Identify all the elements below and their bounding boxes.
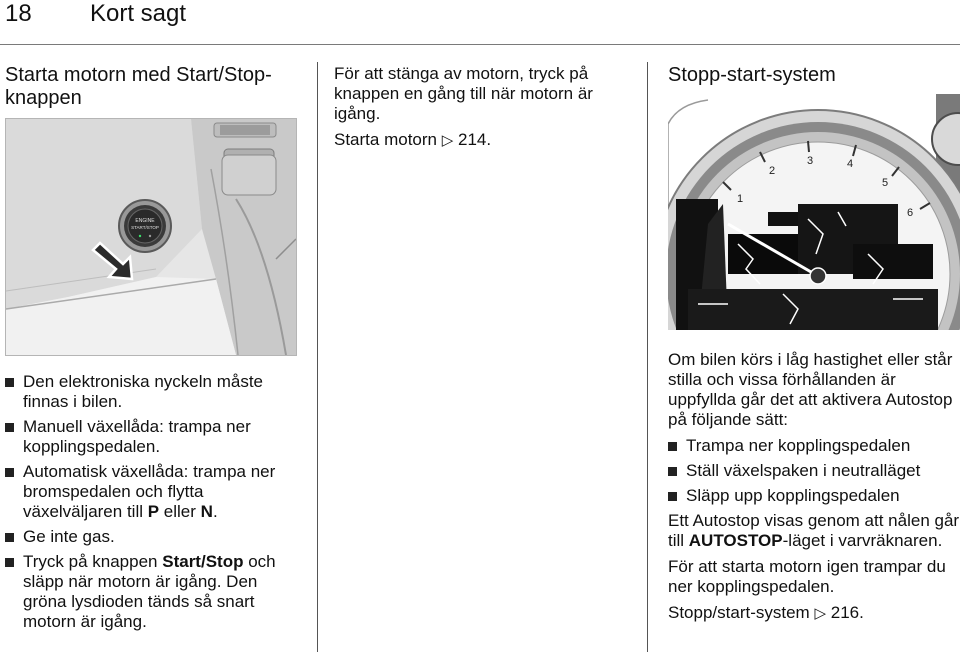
- page-number: 18: [5, 0, 32, 27]
- page-header: [0, 0, 960, 44]
- tachometer-illustration: [668, 94, 960, 330]
- dashboard-illustration: [6, 119, 296, 355]
- list-item: Tryck på knappen Start/Stop och släpp när motorn är igång. Den gröna lysdioden tänds så snart motorn är igång.: [5, 552, 305, 632]
- list-item: Ge inte gas.: [5, 527, 305, 547]
- left-heading: Starta motorn med Start/Stop-knappen: [5, 64, 272, 109]
- stop-engine-paragraph: För att stänga av motorn, tryck på knappen en gång till när motorn är igång.: [334, 64, 593, 123]
- cross-reference[interactable]: Stopp/start-system ▷ 216.: [668, 603, 864, 622]
- cross-reference[interactable]: Starta motorn ▷ 214.: [334, 130, 492, 149]
- start-stop-label: START/STOP: [131, 225, 159, 230]
- start-button-illustration: [5, 118, 297, 356]
- gauge-number: 6: [906, 207, 914, 219]
- tachometer-svg: [668, 94, 960, 330]
- section-title: Kort sagt: [90, 0, 187, 27]
- left-instructions: [5, 372, 305, 637]
- autostop-intro: Om bilen körs i låg hastighet eller står stilla och vissa förhållanden är uppfyllda går det att aktivera Autostop på följande sätt:: [668, 350, 953, 429]
- gauge-number: 2: [768, 165, 776, 177]
- list-item: Automatisk växellåda: trampa ner bromspedalen och flytta växelväljaren till P eller N.: [5, 462, 305, 522]
- ref-arrow-icon: ▷: [814, 605, 826, 622]
- engine-label: ENGINE: [135, 218, 155, 224]
- ref-arrow-icon: ▷: [441, 132, 454, 149]
- column-divider-right: [647, 62, 648, 652]
- gauge-number: 5: [881, 177, 889, 189]
- gauge-number: 4: [846, 158, 854, 170]
- right-heading: Stopp-start-system: [668, 64, 836, 86]
- restart-paragraph: För att starta motorn igen trampar du ner kopplingspedalen.: [668, 557, 946, 596]
- right-text: [668, 350, 960, 630]
- autostop-display-paragraph: Ett Autostop visas genom att nålen går till AUTOSTOP-läget i varvräknaren.: [668, 511, 960, 550]
- middle-text: [334, 64, 626, 157]
- list-item: Den elektroniska nyckeln måste finnas i bilen.: [5, 372, 305, 412]
- gauge-number: 3: [806, 155, 814, 167]
- list-item: Släpp upp kopplingspedalen: [668, 486, 960, 506]
- column-divider-left: [317, 62, 318, 652]
- list-item: Trampa ner kopplingspedalen: [668, 436, 960, 456]
- header-rule: [0, 44, 960, 45]
- gauge-number: 1: [736, 193, 744, 205]
- list-item: Manuell växellåda: trampa ner kopplingspedalen.: [5, 417, 305, 457]
- list-item: Ställ växelspaken i neutralläget: [668, 461, 960, 481]
